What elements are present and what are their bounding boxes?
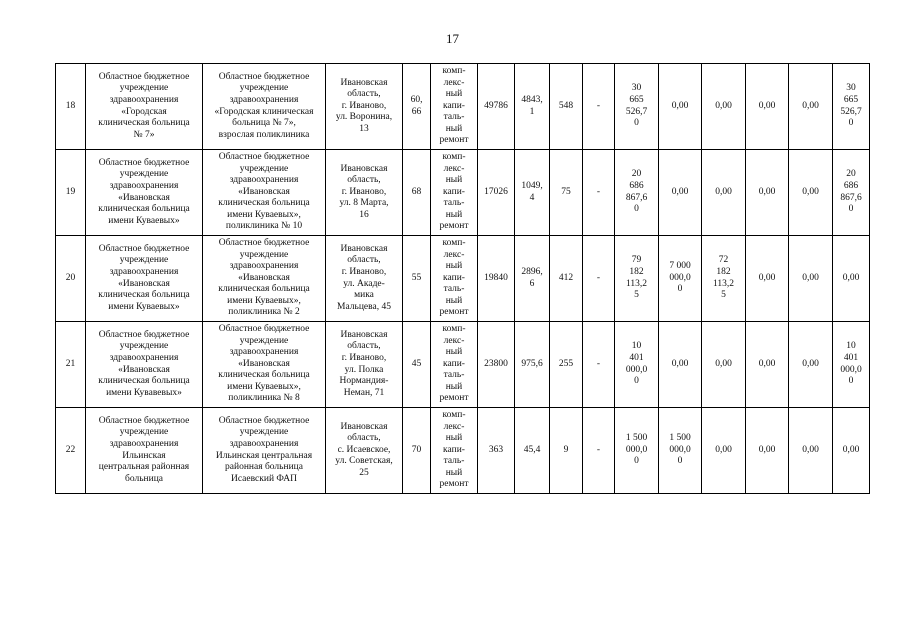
value-cell: 0,00 (702, 64, 746, 150)
value-cell: - (583, 322, 615, 408)
address-cell: Ивановская область, г. Иваново, ул. 8 Марта, 16 (326, 150, 403, 236)
value-cell: - (583, 408, 615, 494)
work-type-cell: комп- лекс- ный капи- таль- ный ремонт (431, 236, 478, 322)
row-number-cell: 19 (56, 150, 86, 236)
owner-cell: Областное бюджетное учреждение здравоохранения «Городская клиническая больница № 7» (86, 64, 203, 150)
table-row (56, 64, 870, 150)
value-cell: 20 686 867,6 0 (615, 150, 659, 236)
value-cell: 17026 (478, 150, 515, 236)
row-number-cell: 22 (56, 408, 86, 494)
value-cell: 363 (478, 408, 515, 494)
work-type-cell: комп- лекс- ный капи- таль- ный ремонт (431, 64, 478, 150)
value-cell: 7 000 000,0 0 (659, 236, 702, 322)
owner-cell: Областное бюджетное учреждение здравоохранения «Ивановская клиническая больница имени Куваевых» (86, 150, 203, 236)
value-cell: 79 182 113,2 5 (615, 236, 659, 322)
table-row (56, 236, 870, 322)
address-cell: Ивановская область, с. Исаевское, ул. Советская, 25 (326, 408, 403, 494)
value-cell: 0,00 (746, 322, 789, 408)
value-cell: 45,4 (515, 408, 550, 494)
address-cell: Ивановская область, г. Иваново, ул. Полка Нормандия- Неман, 71 (326, 322, 403, 408)
facility-cell: Областное бюджетное учреждение здравоохранения «Ивановская клиническая больница имени Куваевых», поликлиника № 8 (203, 322, 326, 408)
value-cell: - (583, 150, 615, 236)
value-cell: 0,00 (702, 408, 746, 494)
value-cell: 19840 (478, 236, 515, 322)
facility-cell: Областное бюджетное учреждение здравоохранения «Городская клиническая больница № 7», взрослая поликлиника (203, 64, 326, 150)
value-cell: 1 500 000,0 0 (659, 408, 702, 494)
value-cell: - (583, 236, 615, 322)
value-cell: 10 401 000,0 0 (833, 322, 870, 408)
facility-cell: Областное бюджетное учреждение здравоохранения «Ивановская клиническая больница имени Куваевых», поликлиника № 10 (203, 150, 326, 236)
address-cell: Ивановская область, г. Иваново, ул. Акаде- мика Мальцева, 45 (326, 236, 403, 322)
value-cell: 0,00 (789, 236, 833, 322)
year-cell: 60, 66 (403, 64, 431, 150)
value-cell: 0,00 (659, 64, 702, 150)
year-cell: 68 (403, 150, 431, 236)
facility-cell: Областное бюджетное учреждение здравоохранения Ильинская центральная районная больница Исаевский ФАП (203, 408, 326, 494)
value-cell: 20 686 867,6 0 (833, 150, 870, 236)
value-cell: 0,00 (746, 236, 789, 322)
value-cell: 0,00 (746, 408, 789, 494)
value-cell: 0,00 (789, 322, 833, 408)
value-cell: 23800 (478, 322, 515, 408)
value-cell: 0,00 (659, 322, 702, 408)
row-number-cell: 18 (56, 64, 86, 150)
table-row (56, 408, 870, 494)
value-cell: 75 (550, 150, 583, 236)
year-cell: 45 (403, 322, 431, 408)
value-cell: 2896, 6 (515, 236, 550, 322)
value-cell: 30 665 526,7 0 (833, 64, 870, 150)
facility-cell: Областное бюджетное учреждение здравоохранения «Ивановская клиническая больница имени Куваевых», поликлиника № 2 (203, 236, 326, 322)
value-cell: 412 (550, 236, 583, 322)
year-cell: 70 (403, 408, 431, 494)
year-cell: 55 (403, 236, 431, 322)
value-cell: 0,00 (702, 150, 746, 236)
value-cell: 0,00 (833, 236, 870, 322)
value-cell: 255 (550, 322, 583, 408)
value-cell: 30 665 526,7 0 (615, 64, 659, 150)
value-cell: 0,00 (746, 64, 789, 150)
work-type-cell: комп- лекс- ный капи- таль- ный ремонт (431, 150, 478, 236)
value-cell: 1049, 4 (515, 150, 550, 236)
table-row (56, 150, 870, 236)
page-number: 17 (446, 31, 459, 46)
value-cell: 0,00 (746, 150, 789, 236)
value-cell: 49786 (478, 64, 515, 150)
value-cell: 0,00 (789, 150, 833, 236)
value-cell: 0,00 (659, 150, 702, 236)
owner-cell: Областное бюджетное учреждение здравоохранения «Ивановская клиническая больница имени Кувавевых» (86, 322, 203, 408)
value-cell: - (583, 64, 615, 150)
value-cell: 9 (550, 408, 583, 494)
value-cell: 0,00 (702, 322, 746, 408)
work-type-cell: комп- лекс- ный капи- таль- ный ремонт (431, 408, 478, 494)
value-cell: 0,00 (833, 408, 870, 494)
value-cell: 4843, 1 (515, 64, 550, 150)
value-cell: 975,6 (515, 322, 550, 408)
value-cell: 0,00 (789, 408, 833, 494)
value-cell: 1 500 000,0 0 (615, 408, 659, 494)
work-type-cell: комп- лекс- ный капи- таль- ный ремонт (431, 322, 478, 408)
value-cell: 548 (550, 64, 583, 150)
row-number-cell: 20 (56, 236, 86, 322)
address-cell: Ивановская область, г. Иваново, ул. Воронина, 13 (326, 64, 403, 150)
owner-cell: Областное бюджетное учреждение здравоохранения Ильинская центральная районная больница (86, 408, 203, 494)
row-number-cell: 21 (56, 322, 86, 408)
value-cell: 10 401 000,0 0 (615, 322, 659, 408)
value-cell: 72 182 113,2 5 (702, 236, 746, 322)
owner-cell: Областное бюджетное учреждение здравоохранения «Ивановская клиническая больница имени Куваевых» (86, 236, 203, 322)
value-cell: 0,00 (789, 64, 833, 150)
capital-repair-table (55, 63, 870, 494)
table-row (56, 322, 870, 408)
